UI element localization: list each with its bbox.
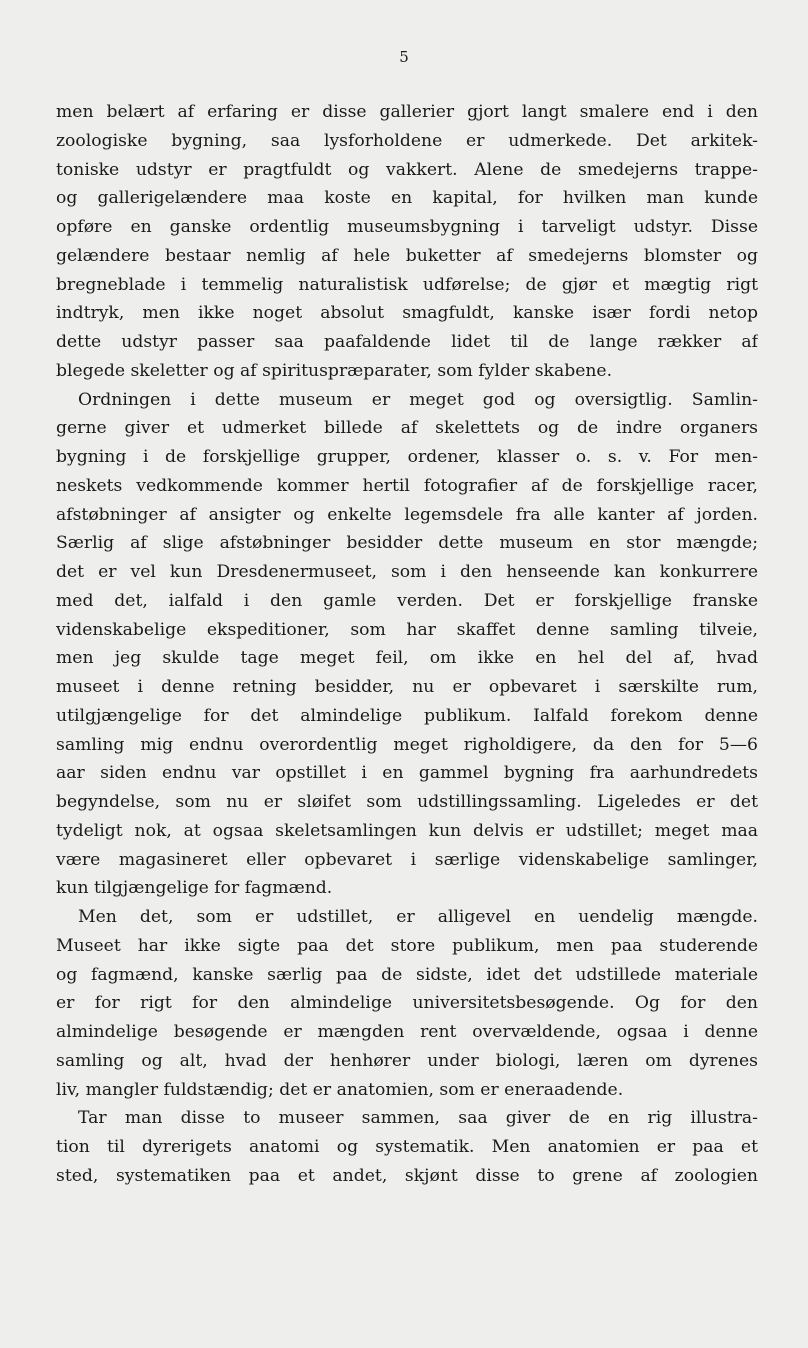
text-line: aar siden endnu var opstillet i en gammel bygning fra aarhundredets [56,763,758,784]
text-line: indtryk, men ikke noget absolut smagfuldt, kanske især fordi netop [56,303,758,324]
text-line: gerne giver et udmerket billede af skelettets og de indre organers [56,418,758,439]
text-line: opføre en ganske ordentlig museumsbygning i tarveligt udstyr. Disse [56,217,758,237]
body-text [56,98,758,1191]
text-line: og gallerigelændere maa koste en kapital, for hvilken man kunde [56,188,758,209]
text-line: samling og alt, hvad der henhører under biologi, læren om dyrenes [56,1050,758,1071]
text-line: Ordningen i dette museum er meget god og oversigtlig. Samlin- [78,389,758,410]
text-line: sted, systematiken paa et andet, skjønt disse to grene af zoologien [56,1165,758,1186]
text-line: neskets vedkommende kommer hertil fotografier af de forskjellige racer, [56,475,758,496]
text-line: Museet har ikke sigte paa det store publikum, men paa studerende [56,935,758,956]
text-line: gelændere bestaar nemlig af hele buketter af smedejerns blomster og [56,245,758,266]
text-line: samling mig endnu overordentlig meget righoldigere, da den for 5—6 [56,734,758,755]
text-line: blegede skeletter og af spirituspræparater, som fylder skabene. [56,360,613,381]
text-line: tion til dyrerigets anatomi og systematik. Men anatomien er paa et [56,1137,758,1157]
text-line: Særlig af slige afstøbninger besidder dette museum en stor mængde; [56,533,758,554]
text-line: bygning i de forskjellige grupper, ordener, klasser o. s. v. For men- [56,447,758,467]
page-number: 5 [399,48,409,66]
text-line: men jeg skulde tage meget feil, om ikke en hel del af, hvad [56,648,758,669]
text-line: det er vel kun Dresdenermuseet, som i den henseende kan konkurrere [56,562,758,582]
text-line: og fagmænd, kanske særlig paa de sidste, idet det udstillede materiale [56,964,758,985]
text-line: almindelige besøgende er mængden rent overvældende, ogsaa i denne [56,1022,758,1042]
text-line: afstøbninger af ansigter og enkelte legemsdele fra alle kanter af jorden. [56,504,758,525]
text-line: utilgjængelige for det almindelige publikum. Ialfald forekom denne [56,705,758,726]
text-line: være magasineret eller opbevaret i særlige videnskabelige samlinger, [56,849,758,870]
text-line: Tar man disse to museer sammen, saa giver de en rig illustra- [78,1108,758,1129]
text-line: museet i denne retning besidder, nu er opbevaret i særskilte rum, [56,677,758,697]
text-line: med det, ialfald i den gamle verden. Det er forskjellige franske [56,590,758,611]
text-line: toniske udstyr er pragtfuldt og vakkert. Alene de smedejerns trappe- [56,159,758,180]
text-line: begyndelse, som nu er sløifet som udstillingssamling. Ligeledes er det [56,792,758,812]
text-line: videnskabelige ekspeditioner, som har skaffet denne samling tilveie, [56,619,758,640]
text-line: liv, mangler fuldstændig; det er anatomien, som er eneraadende. [56,1079,624,1100]
text-line: Men det, som er udstillet, er alligevel en uendelig mængde. [78,907,758,927]
text-line: bregneblade i temmelig naturalistisk udførelse; de gjør et mægtig rigt [56,274,758,295]
text-line: er for rigt for den almindelige universitetsbesøgende. Og for den [56,993,758,1014]
text-line: kun tilgjængelige for fagmænd. [56,878,333,899]
text-line: zoologiske bygning, saa lysforholdene er udmerkede. Det arkitek- [56,130,758,151]
text-line: dette udstyr passer saa paafaldende lidet til de lange rækker af [56,332,758,352]
text-line: men belært af erfaring er disse gallerier gjort langt smalere end i den [56,102,758,122]
text-line: tydeligt nok, at ogsaa skeletsamlingen kun delvis er udstillet; meget maa [56,820,758,841]
